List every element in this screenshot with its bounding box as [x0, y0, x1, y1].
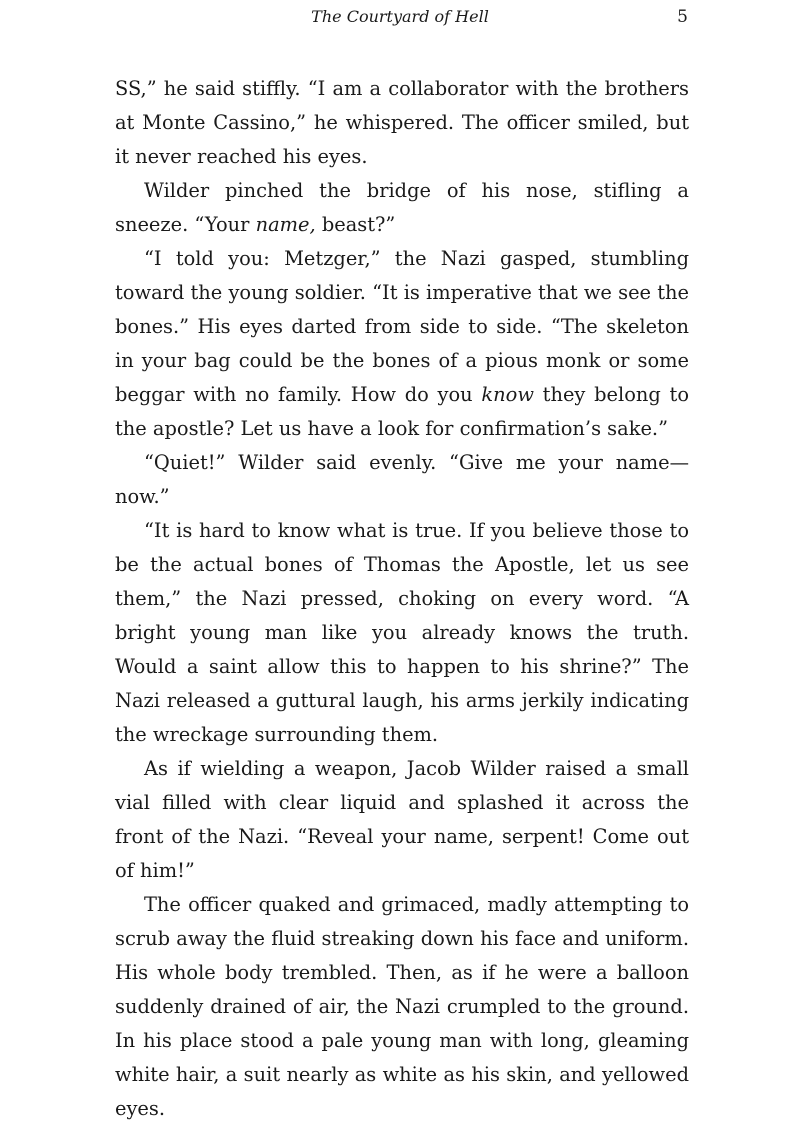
paragraph-4: “Quiet!” Wilder said evenly. “Give me your name—now.” [115, 451, 689, 508]
paragraph-3 [115, 242, 689, 446]
paragraph-3-emphasis: know [481, 383, 534, 406]
paragraph-3-tail: they belong to the apostle? Let us have a look for confirmation’s sake.” [115, 383, 689, 440]
paragraph-2 [115, 174, 689, 242]
running-title: The Courtyard of Hell [311, 7, 489, 26]
paragraph-2-emphasis: name, [255, 213, 316, 236]
paragraph-5: “It is hard to know what is true. If you believe those to be the actual bones of Thomas the Apostle, let us see them,” the Nazi pressed, choking on every word. “A bright young man like you already knows the truth. Would a saint allow this to happen to his shrine?” The Nazi released a guttural laugh, his arms jerkily indicating the wreckage surrounding them. [115, 519, 689, 746]
paragraph-6: As if wielding a weapon, Jacob Wilder raised a small vial filled with clear liquid and splashed it across the front of the Nazi. “Reveal your name, serpent! Come out of him!” [115, 757, 689, 882]
paragraph-7: The officer quaked and grimaced, madly attempting to scrub away the fluid streaking down his face and uniform. His whole body trembled. Then, as if he were a balloon suddenly drained of air, the Nazi crumpled to the ground. In his place stood a pale young man with long, gleaming white hair, a suit nearly as white as his skin, and yellowed eyes. [115, 893, 689, 1120]
page-number: 5 [677, 7, 688, 27]
body-text [115, 72, 689, 1126]
paragraph-3-lead: “I told you: Metzger,” the Nazi gasped, stumbling toward the young soldier. “It is imperative that we see the bones.” His eyes darted from side to side. “The skeleton in your bag could be the bones of a pious monk or some beggar with no family. How do you [115, 247, 689, 406]
paragraph-2-tail: beast?” [315, 213, 396, 236]
paragraph-1: SS,” he said stiffly. “I am a collaborator with the brothers at Monte Cassino,” he whispered. The officer smiled, but it never reached his eyes. [115, 77, 689, 168]
running-head [0, 6, 800, 30]
paragraph-2-lead: Wilder pinched the bridge of his nose, stifling a sneeze. “Your [115, 179, 689, 236]
